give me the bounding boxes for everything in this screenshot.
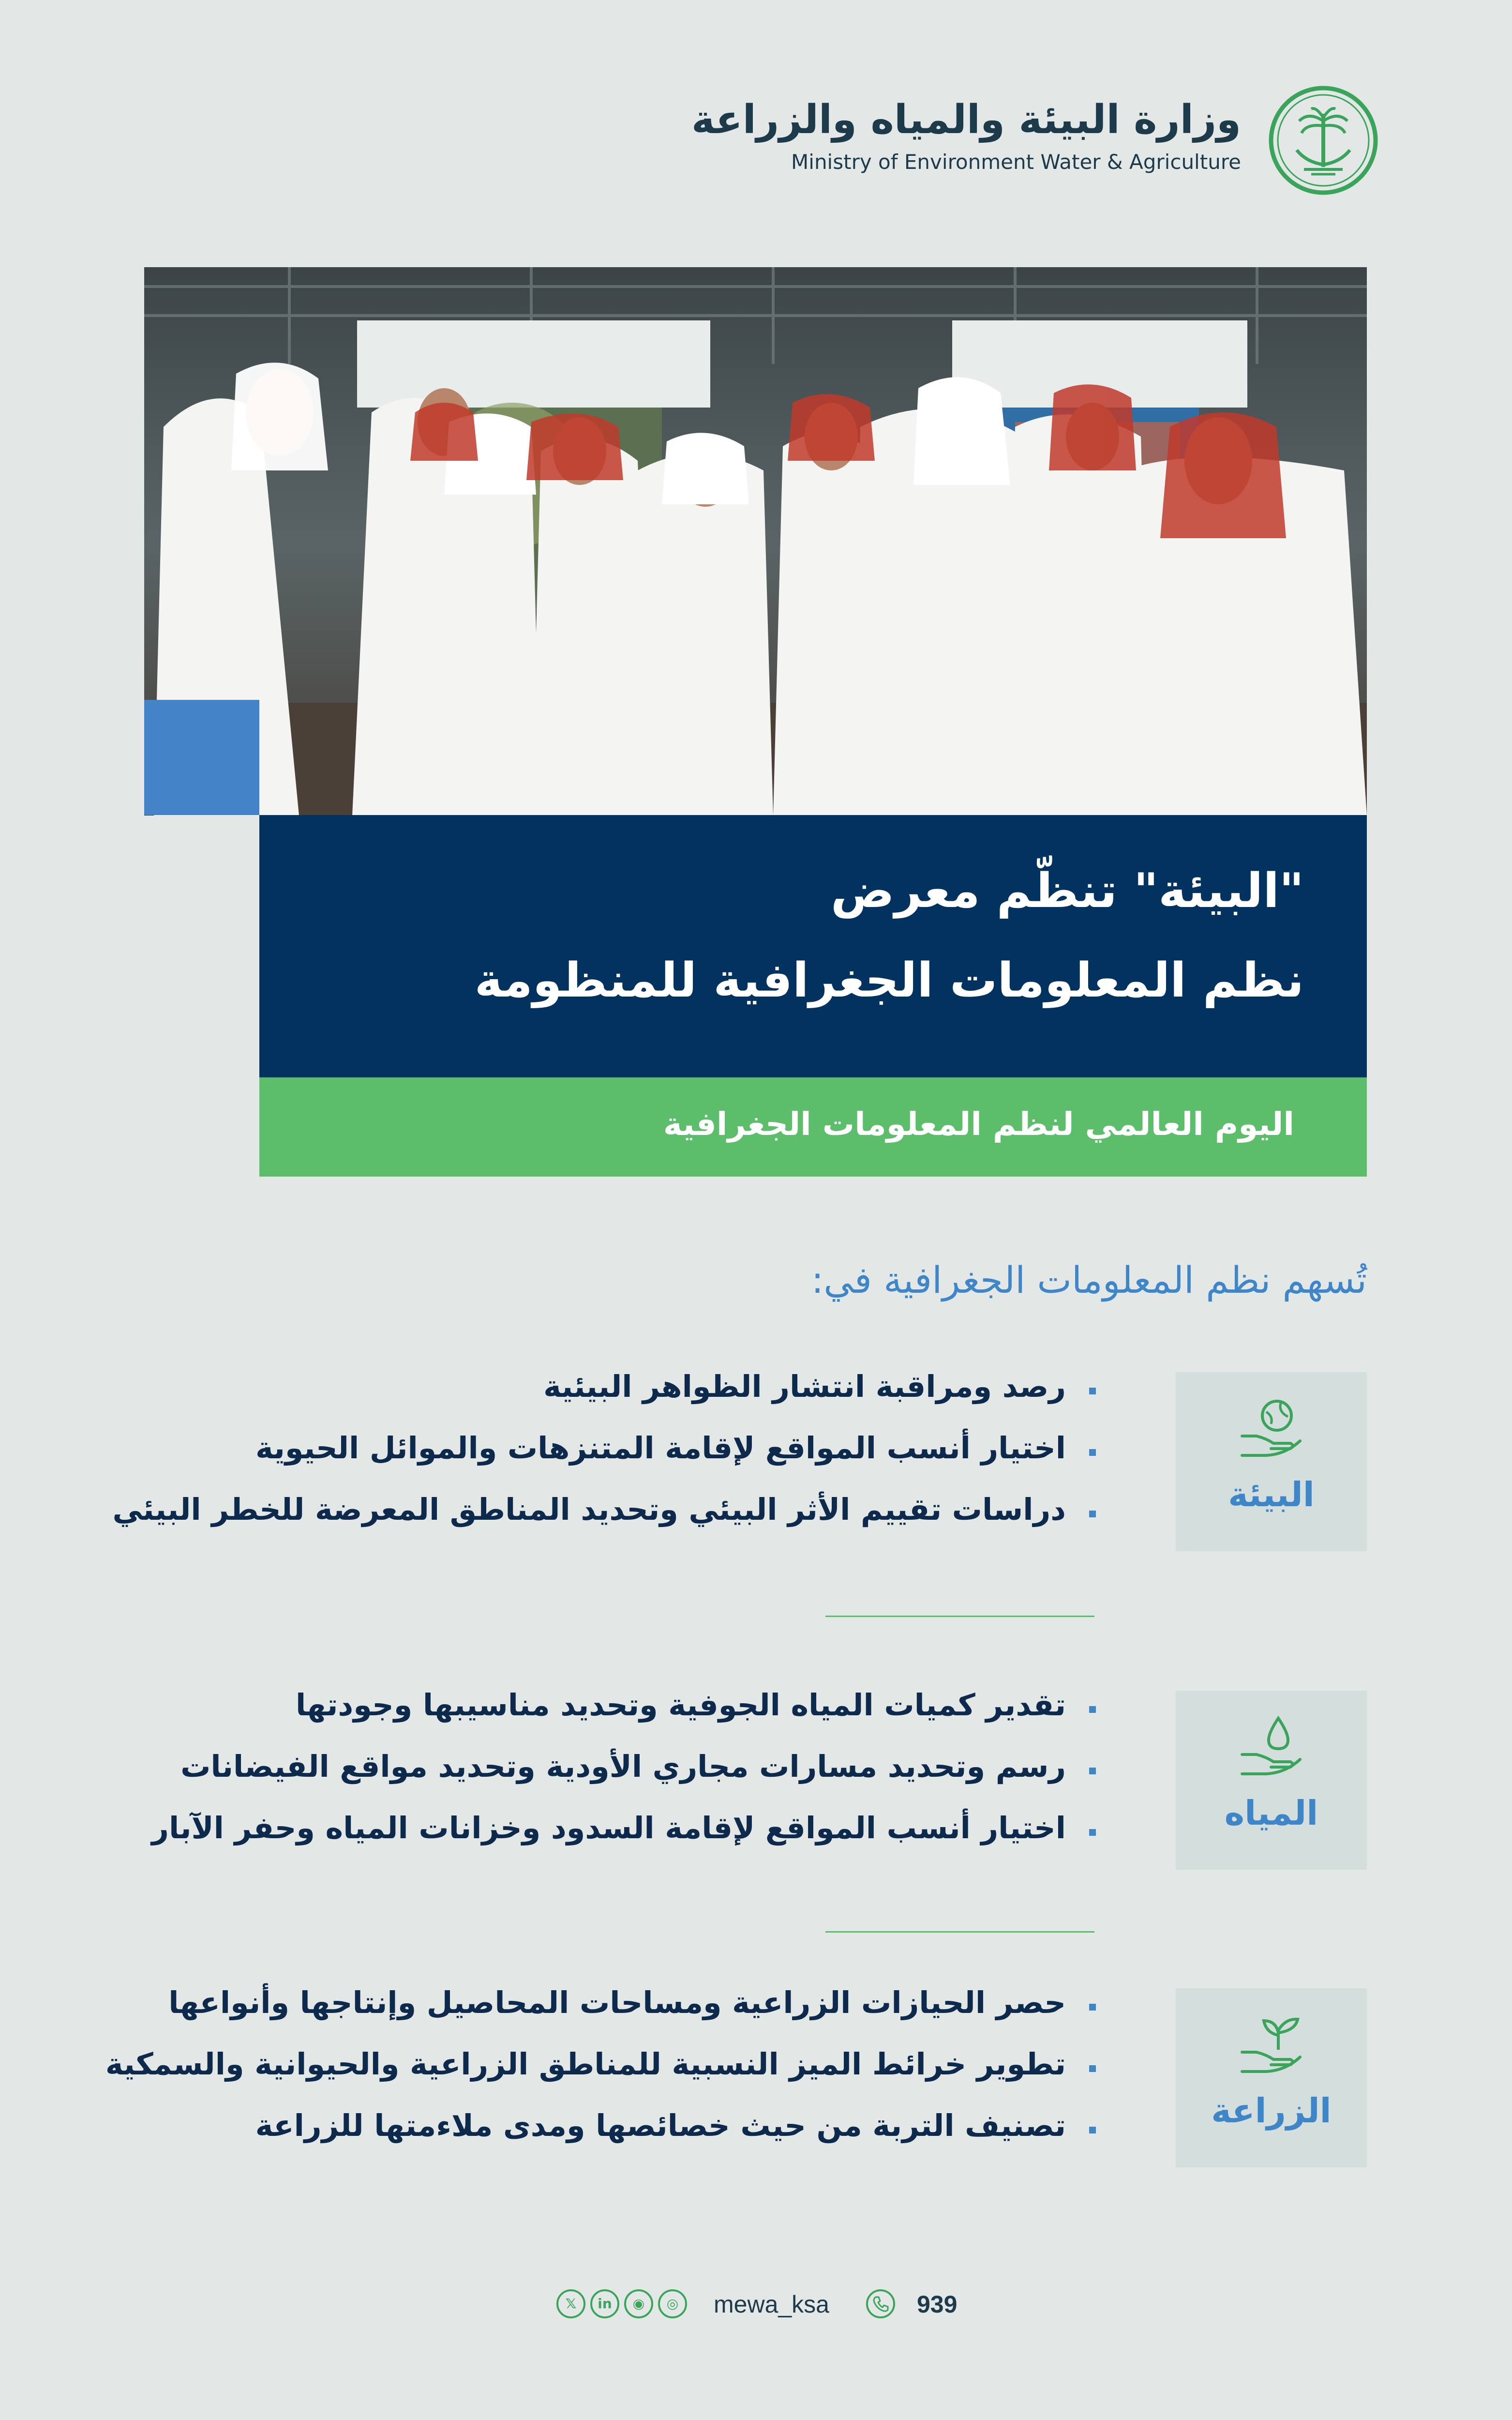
environment-list (112, 1367, 1096, 1552)
decorative-blue-square (144, 700, 259, 815)
phone-number: 939 (917, 2291, 958, 2318)
list-item: دراسات تقييم الأثر البيئي وتحديد المناطق المعرضة للخطر البيئي (112, 1490, 1096, 1552)
sprout-hand-icon (1237, 2013, 1305, 2076)
subtitle-banner (259, 1077, 1367, 1177)
subtitle-text: اليوم العالمي لنظم المعلومات الجغرافية (663, 1105, 1294, 1143)
category-label-environment: البيئة (1228, 1475, 1315, 1514)
phone-icon[interactable] (866, 2289, 895, 2318)
social-handle: mewa_ksa (714, 2291, 829, 2318)
title-banner (259, 815, 1367, 1077)
linkedin-icon[interactable]: in (590, 2289, 619, 2318)
water-drop-hand-icon (1237, 1716, 1305, 1779)
x-icon[interactable]: 𝕏 (556, 2289, 585, 2318)
ministry-name-arabic: وزارة البيئة والمياه والزراعة (691, 97, 1241, 143)
list-item: تقدير كميات المياه الجوفية وتحديد مناسيبها وجودتها (151, 1686, 1096, 1747)
section-divider (825, 1616, 1094, 1617)
list-item: تصنيف التربة من حيث خصائصها ومدى ملاءمتها للزراعة (105, 2106, 1096, 2168)
headline-line-1: "البيئة" تنظّم معرض (830, 863, 1304, 919)
category-box-water (1176, 1691, 1367, 1870)
water-list (151, 1686, 1096, 1870)
instagram-icon[interactable]: ◎ (658, 2289, 687, 2318)
snapchat-icon[interactable]: ◉ (624, 2289, 653, 2318)
list-item: تطوير خرائط الميز النسبية للمناطق الزراعية والحيوانية والسمكية (105, 2045, 1096, 2106)
list-item: اختيار أنسب المواقع لإقامة المتنزهات والموائل الحيوية (112, 1429, 1096, 1490)
intro-heading: تُسهم نظم المعلومات الجغرافية في: (811, 1258, 1367, 1301)
event-photo (144, 267, 1367, 816)
headline-line-2: نظم المعلومات الجغرافية للمنظومة (474, 953, 1304, 1008)
ministry-name-english: Ministry of Environment Water & Agriculture (791, 150, 1241, 174)
category-box-environment (1176, 1372, 1367, 1551)
section-divider (825, 1931, 1094, 1933)
footer (552, 2289, 987, 2338)
list-item: رصد ومراقبة انتشار الظواهر البيئية (112, 1367, 1096, 1429)
list-item: حصر الحيازات الزراعية ومساحات المحاصيل وإنتاجها وأنواعها (105, 1983, 1096, 2045)
ministry-logo (691, 82, 1379, 203)
category-box-agriculture (1176, 1988, 1367, 2167)
agriculture-list (105, 1983, 1096, 2168)
list-item: رسم وتحديد مسارات مجاري الأودية وتحديد مواقع الفيضانات (151, 1747, 1096, 1809)
category-label-water: المياه (1224, 1793, 1318, 1833)
ministry-emblem-icon (1268, 85, 1379, 196)
category-label-agriculture: الزراعة (1211, 2091, 1332, 2131)
exhibition-photo-illustration (144, 267, 1367, 816)
globe-hand-icon (1237, 1397, 1305, 1460)
list-item: اختيار أنسب المواقع لإقامة السدود وخزانات المياه وحفر الآبار (151, 1809, 1096, 1870)
